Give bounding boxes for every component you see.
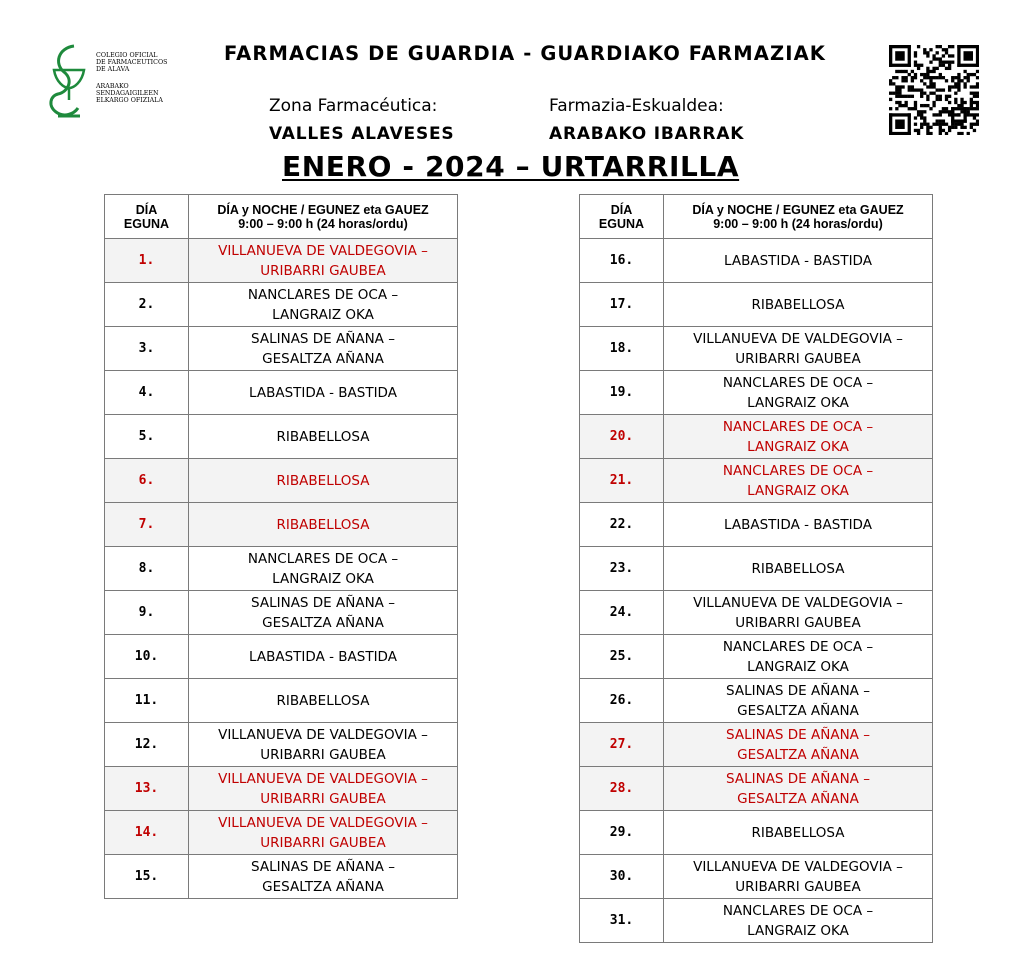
pharmacy-line: NANCLARES DE OCA –	[722, 418, 874, 435]
table-row	[105, 723, 458, 767]
day-cell: 25.	[580, 635, 664, 679]
day-cell: 27.	[580, 723, 664, 767]
pharmacy-line: LABASTIDA - BASTIDA	[724, 252, 872, 269]
table-row	[580, 239, 933, 283]
table-row	[105, 591, 458, 635]
day-cell: 10.	[105, 635, 189, 679]
pharmacy-line: URIBARRI GAUBEA	[735, 614, 861, 631]
pharmacy-cell	[189, 723, 458, 767]
month-heading: ENERO - 2024 – URTARRILLA	[282, 150, 740, 183]
pharmacy-line: LANGRAIZ OKA	[747, 482, 849, 499]
table-row	[105, 459, 458, 503]
pharmacy-line: RIBABELLOSA	[751, 296, 845, 313]
day-cell: 6.	[105, 459, 189, 503]
table-row	[105, 811, 458, 855]
pharmacy-cell	[664, 635, 933, 679]
pharmacy-line: LANGRAIZ OKA	[747, 658, 849, 675]
pharmacy-line: LANGRAIZ OKA	[747, 922, 849, 939]
pharmacy-cell	[189, 767, 458, 811]
pharmacy-cell	[664, 327, 933, 371]
pharmacy-cell	[664, 591, 933, 635]
pharmacy-line: URIBARRI GAUBEA	[260, 790, 386, 807]
pharmacy-line: LABASTIDA - BASTIDA	[724, 516, 872, 533]
pharmacy-line: NANCLARES DE OCA –	[722, 462, 874, 479]
table-row	[105, 371, 458, 415]
day-cell: 24.	[580, 591, 664, 635]
zone-label-es: Zona Farmacéutica:	[269, 96, 438, 116]
table-row	[580, 679, 933, 723]
pharmacy-line: LABASTIDA - BASTIDA	[249, 384, 397, 401]
pharmacy-cell	[189, 239, 458, 283]
pharmacy-cell	[664, 767, 933, 811]
pharmacy-line: LABASTIDA - BASTIDA	[249, 648, 397, 665]
day-cell: 15.	[105, 855, 189, 899]
pharmacy-cell	[664, 855, 933, 899]
day-cell: 12.	[105, 723, 189, 767]
table-row	[580, 547, 933, 591]
header-day: DÍA EGUNA	[580, 195, 664, 239]
table-row	[580, 371, 933, 415]
pharmacy-cell	[189, 415, 458, 459]
pharmacy-line: VILLANUEVA DE VALDEGOVIA –	[218, 726, 428, 743]
pharmacy-line: RIBABELLOSA	[276, 516, 370, 533]
table-row	[105, 503, 458, 547]
pharmacy-cell	[189, 591, 458, 635]
pharmacy-cell	[189, 547, 458, 591]
pharmacy-line: SALINAS DE AÑANA –	[251, 594, 395, 611]
pharmacy-line: LANGRAIZ OKA	[272, 570, 374, 587]
pharmacy-line: GESALTZA AÑANA	[737, 702, 859, 719]
pharmacy-cell	[664, 723, 933, 767]
pharmacy-line: NANCLARES DE OCA –	[247, 286, 399, 303]
pharmacy-cell	[664, 459, 933, 503]
table-row	[105, 415, 458, 459]
pharmacy-line: RIBABELLOSA	[751, 824, 845, 841]
day-cell: 23.	[580, 547, 664, 591]
pharmacy-cell	[664, 371, 933, 415]
pharmacy-line: SALINAS DE AÑANA –	[251, 330, 395, 347]
day-cell: 4.	[105, 371, 189, 415]
pharmacy-line: VILLANUEVA DE VALDEGOVIA –	[693, 594, 903, 611]
page-title: FARMACIAS DE GUARDIA - GUARDIAKO FARMAZIAK	[224, 42, 826, 65]
table-row	[580, 459, 933, 503]
pharmacy-line: LANGRAIZ OKA	[747, 438, 849, 455]
pharmacy-line: SALINAS DE AÑANA –	[726, 726, 870, 743]
table-row	[580, 591, 933, 635]
pharmacy-line: NANCLARES DE OCA –	[722, 638, 874, 655]
table-row	[580, 327, 933, 371]
table-row	[105, 239, 458, 283]
pharmacy-cell	[189, 679, 458, 723]
table-row	[580, 635, 933, 679]
table-row	[105, 635, 458, 679]
pharmacy-line: URIBARRI GAUBEA	[735, 878, 861, 895]
day-cell: 2.	[105, 283, 189, 327]
day-cell: 13.	[105, 767, 189, 811]
pharmacy-line: SALINAS DE AÑANA –	[726, 682, 870, 699]
table-row	[580, 811, 933, 855]
pharmacy-cell	[664, 283, 933, 327]
pharmacy-cell	[189, 459, 458, 503]
calendar-table-right	[579, 194, 933, 943]
pharmacy-line: SALINAS DE AÑANA –	[251, 858, 395, 875]
pharmacy-cell	[664, 503, 933, 547]
pharmacy-line: RIBABELLOSA	[276, 692, 370, 709]
table-row	[580, 723, 933, 767]
pharmacy-line: NANCLARES DE OCA –	[247, 550, 399, 567]
pharmacy-cell	[189, 811, 458, 855]
pharmacy-line: LANGRAIZ OKA	[272, 306, 374, 323]
pharmacy-line: URIBARRI GAUBEA	[260, 262, 386, 279]
calendar-table-left	[104, 194, 458, 899]
header-shift: DÍA y NOCHE / EGUNEZ eta GAUEZ 9:00 – 9:00 h (24 horas/ordu)	[664, 195, 933, 239]
pharmacy-line: URIBARRI GAUBEA	[260, 746, 386, 763]
pharmacy-cell	[189, 327, 458, 371]
day-cell: 28.	[580, 767, 664, 811]
pharmacy-line: NANCLARES DE OCA –	[722, 374, 874, 391]
table-row	[105, 767, 458, 811]
logo-text-es: COLEGIO OFICIAL DE FARMACEUTICOS DE ALAVA	[96, 52, 168, 73]
table-row	[580, 767, 933, 811]
pharmacy-line: VILLANUEVA DE VALDEGOVIA –	[218, 770, 428, 787]
pharmacy-line: RIBABELLOSA	[276, 472, 370, 489]
day-cell: 31.	[580, 899, 664, 943]
zone-label-eu: Farmazia-Eskualdea:	[549, 96, 724, 116]
table-row	[105, 855, 458, 899]
day-cell: 11.	[105, 679, 189, 723]
pharmacy-line: VILLANUEVA DE VALDEGOVIA –	[693, 330, 903, 347]
table-row	[105, 547, 458, 591]
pharmacy-line: RIBABELLOSA	[751, 560, 845, 577]
pharmacy-line: VILLANUEVA DE VALDEGOVIA –	[693, 858, 903, 875]
pharmacy-cell	[189, 503, 458, 547]
pharmacy-line: GESALTZA AÑANA	[262, 350, 384, 367]
table-header-row	[580, 195, 933, 239]
pharmacy-cell	[189, 635, 458, 679]
pharmacy-cell	[189, 855, 458, 899]
pharmacy-cell	[664, 547, 933, 591]
header-shift: DÍA y NOCHE / EGUNEZ eta GAUEZ 9:00 – 9:00 h (24 horas/ordu)	[189, 195, 458, 239]
table-row	[580, 899, 933, 943]
day-cell: 16.	[580, 239, 664, 283]
day-cell: 7.	[105, 503, 189, 547]
day-cell: 17.	[580, 283, 664, 327]
college-logo	[44, 42, 194, 122]
pharmacy-cell	[664, 239, 933, 283]
day-cell: 14.	[105, 811, 189, 855]
pharmacy-line: SALINAS DE AÑANA –	[726, 770, 870, 787]
zone-value-es: VALLES ALAVESES	[269, 124, 455, 144]
table-row	[580, 415, 933, 459]
pharmacy-line: LANGRAIZ OKA	[747, 394, 849, 411]
table-row	[580, 855, 933, 899]
pharmacy-line: VILLANUEVA DE VALDEGOVIA –	[218, 814, 428, 831]
pharmacy-line: GESALTZA AÑANA	[262, 878, 384, 895]
pharmacy-cup-serpent-icon	[44, 42, 94, 122]
table-row	[105, 679, 458, 723]
pharmacy-cell	[664, 899, 933, 943]
pharmacy-cell	[189, 371, 458, 415]
day-cell: 21.	[580, 459, 664, 503]
table-row	[105, 327, 458, 371]
pharmacy-cell	[664, 811, 933, 855]
table-header-row	[105, 195, 458, 239]
day-cell: 22.	[580, 503, 664, 547]
day-cell: 30.	[580, 855, 664, 899]
table-row	[580, 283, 933, 327]
pharmacy-line: URIBARRI GAUBEA	[735, 350, 861, 367]
table-row	[105, 283, 458, 327]
day-cell: 5.	[105, 415, 189, 459]
pharmacy-line: URIBARRI GAUBEA	[260, 834, 386, 851]
pharmacy-line: NANCLARES DE OCA –	[722, 902, 874, 919]
pharmacy-line: GESALTZA AÑANA	[737, 790, 859, 807]
day-cell: 26.	[580, 679, 664, 723]
day-cell: 9.	[105, 591, 189, 635]
header-day: DÍA EGUNA	[105, 195, 189, 239]
pharmacy-line: GESALTZA AÑANA	[262, 614, 384, 631]
pharmacy-cell	[189, 283, 458, 327]
day-cell: 3.	[105, 327, 189, 371]
day-cell: 29.	[580, 811, 664, 855]
pharmacy-cell	[664, 679, 933, 723]
zone-value-eu: ARABAKO IBARRAK	[549, 124, 745, 144]
pharmacy-cell	[664, 415, 933, 459]
day-cell: 1.	[105, 239, 189, 283]
pharmacy-line: VILLANUEVA DE VALDEGOVIA –	[218, 242, 428, 259]
table-row	[580, 503, 933, 547]
day-cell: 8.	[105, 547, 189, 591]
pharmacy-line: RIBABELLOSA	[276, 428, 370, 445]
logo-text-eu: ARABAKO SENDAGAIGILEEN ELKARGO OFIZIALA	[96, 83, 163, 104]
day-cell: 19.	[580, 371, 664, 415]
day-cell: 20.	[580, 415, 664, 459]
day-cell: 18.	[580, 327, 664, 371]
pharmacy-line: GESALTZA AÑANA	[737, 746, 859, 763]
qr-code-icon	[889, 45, 979, 135]
